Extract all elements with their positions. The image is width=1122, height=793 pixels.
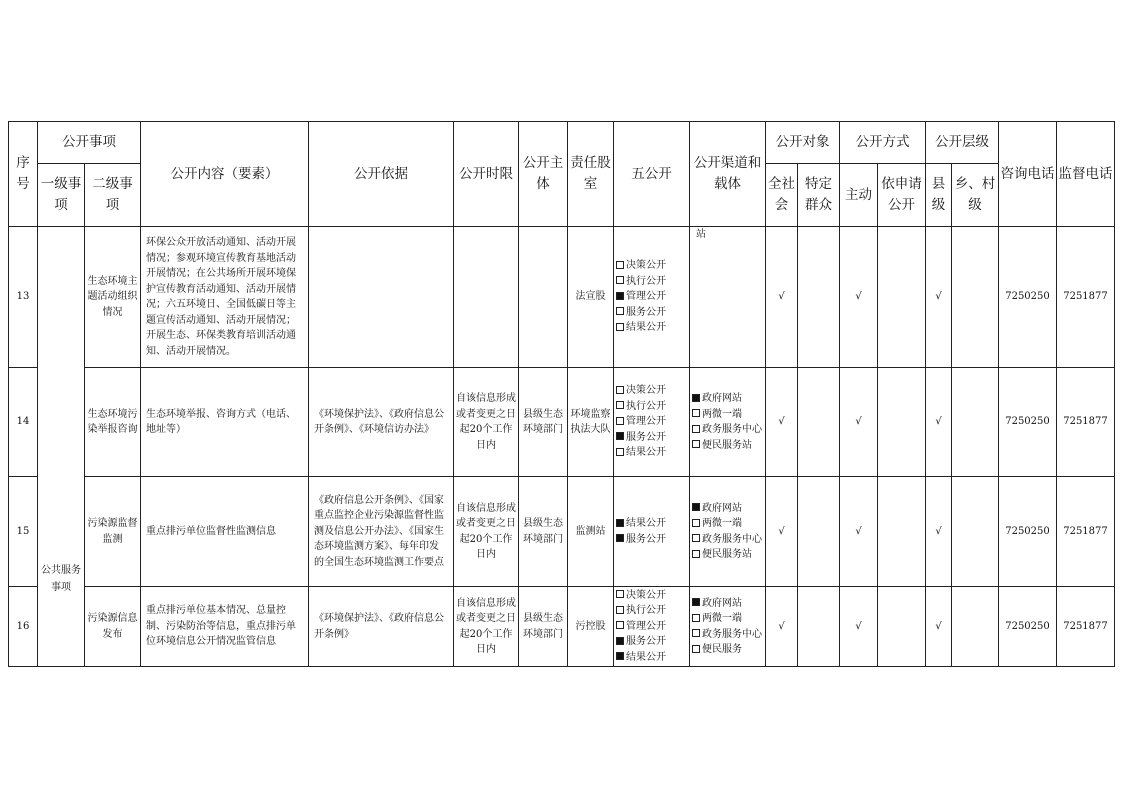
checked-box-icon xyxy=(616,292,624,300)
level2-cell: 污染源信息发布 xyxy=(85,587,141,667)
five-cell xyxy=(614,227,690,368)
checkbox-label: 两微一端 xyxy=(702,518,742,529)
checkbox-label: 政府网站 xyxy=(702,393,742,404)
time-limit-cell: 自该信息形成或者变更之日起20个工作日内 xyxy=(454,368,519,477)
checkbox-option xyxy=(692,547,763,563)
checkbox-label: 执行公开 xyxy=(626,275,666,287)
basis-cell xyxy=(309,227,454,368)
header-meth-active: 主动 xyxy=(840,164,878,227)
five-cell xyxy=(614,587,690,667)
checkbox-label: 两微一端 xyxy=(702,613,742,624)
checkbox-label: 政务服务中心 xyxy=(702,424,762,435)
basis-cell: 《环境保护法》、《政府信息公开条例》 xyxy=(309,587,454,667)
consult-phone-cell: 7250250 xyxy=(999,587,1057,667)
consult-phone-cell: 7250250 xyxy=(999,227,1057,368)
level2-cell: 生态环境主题活动组织情况 xyxy=(85,227,141,368)
level2-cell: 生态环境污染举报咨询 xyxy=(85,368,141,477)
basis-cell: 《政府信息公开条例》、《国家重点监控企业污染源监督性监测及信息公开办法》、《国家生态环境监测方案》、每年印发的全国生态环境监测工作要点 xyxy=(309,477,454,587)
checkbox-option xyxy=(616,383,687,399)
checkbox-label: 管理公开 xyxy=(626,416,666,428)
checkbox-option xyxy=(616,532,687,548)
unchecked-box-icon xyxy=(616,448,624,456)
unchecked-box-icon xyxy=(692,409,700,417)
seq-cell: 16 xyxy=(9,587,38,667)
meth-request-cell xyxy=(878,227,926,368)
checked-box-icon xyxy=(616,534,624,542)
checkbox-option xyxy=(692,438,763,454)
checked-box-icon xyxy=(616,432,624,440)
header-level1: 一级事项 xyxy=(38,164,85,227)
five-checklist xyxy=(616,516,687,547)
unchecked-box-icon xyxy=(616,386,624,394)
checkbox-label: 结果公开 xyxy=(626,322,666,334)
header-channel: 公开渠道和载体 xyxy=(690,122,766,227)
lvl-county-cell: √ xyxy=(926,368,952,477)
header-lvl-town: 乡、村级 xyxy=(952,164,999,227)
channel-checklist xyxy=(692,501,763,563)
header-supervise: 监督电话 xyxy=(1057,122,1115,227)
checkbox-option xyxy=(616,445,687,461)
header-seq: 序号 xyxy=(9,122,38,227)
checkbox-option xyxy=(616,305,687,321)
header-audience: 公开对象 xyxy=(766,122,840,164)
five-checklist xyxy=(616,258,687,336)
unchecked-box-icon xyxy=(616,276,624,284)
checkbox-label: 便民服务站 xyxy=(702,549,752,560)
time-limit-cell xyxy=(454,227,519,368)
unchecked-box-icon xyxy=(692,645,700,653)
table-row-13 xyxy=(9,227,1115,368)
meth-request-cell xyxy=(878,587,926,667)
header-meth-request: 依申请公开 xyxy=(878,164,926,227)
checked-box-icon xyxy=(692,394,700,402)
checkbox-option xyxy=(616,619,687,635)
lvl-county-cell: √ xyxy=(926,227,952,368)
basis-cell: 《环境保护法》、《政府信息公开条例》、《环境信访办法》 xyxy=(309,368,454,477)
header-consult: 咨询电话 xyxy=(999,122,1057,227)
checkbox-label: 服务公开 xyxy=(626,533,666,545)
checkbox-option xyxy=(692,422,763,438)
header-subject: 公开主体 xyxy=(519,122,568,227)
checkbox-option xyxy=(692,532,763,548)
header-basis: 公开依据 xyxy=(309,122,454,227)
checkbox-option xyxy=(692,501,763,517)
five-checklist xyxy=(616,383,687,461)
seq-cell: 14 xyxy=(9,368,38,477)
checkbox-option xyxy=(616,289,687,305)
header-level2: 二级事项 xyxy=(85,164,141,227)
unchecked-box-icon xyxy=(616,606,624,614)
content-cell: 生态环境举报、咨询方式（电话、地址等） xyxy=(141,368,309,477)
consult-phone-cell: 7250250 xyxy=(999,477,1057,587)
aud-specific-cell xyxy=(798,587,840,667)
checkbox-option xyxy=(692,642,763,658)
checkbox-label: 政务服务中心 xyxy=(702,628,762,640)
five-cell xyxy=(614,368,690,477)
unchecked-box-icon xyxy=(616,323,624,331)
subject-cell xyxy=(519,227,568,368)
checkbox-label: 结果公开 xyxy=(626,518,666,529)
checkbox-label: 执行公开 xyxy=(626,400,666,412)
lvl-town-cell xyxy=(952,477,999,587)
checkbox-option xyxy=(616,430,687,446)
supervise-phone-cell: 7251877 xyxy=(1057,368,1115,477)
aud-all-cell: √ xyxy=(766,587,798,667)
disclosure-table xyxy=(8,121,1115,667)
checkbox-option xyxy=(692,391,763,407)
header-content: 公开内容（要素） xyxy=(141,122,309,227)
checked-box-icon xyxy=(616,652,624,660)
unchecked-box-icon xyxy=(616,261,624,269)
header-aud-all: 全社会 xyxy=(766,164,798,227)
checkbox-option xyxy=(616,516,687,532)
checked-box-icon xyxy=(692,503,700,511)
checkbox-option xyxy=(692,516,763,532)
unchecked-box-icon xyxy=(616,401,624,409)
meth-active-cell: √ xyxy=(840,227,878,368)
aud-all-cell: √ xyxy=(766,368,798,477)
checkbox-option xyxy=(616,320,687,336)
seq-cell: 15 xyxy=(9,477,38,587)
checkbox-label: 决策公开 xyxy=(626,385,666,397)
dept-cell: 环境监察执法大队 xyxy=(568,368,614,477)
table-row-16 xyxy=(9,587,1115,667)
unchecked-box-icon xyxy=(692,534,700,542)
unchecked-box-icon xyxy=(692,425,700,433)
checkbox-label: 结果公开 xyxy=(626,447,666,459)
lvl-town-cell xyxy=(952,587,999,667)
lvl-county-cell: √ xyxy=(926,587,952,667)
aud-specific-cell xyxy=(798,368,840,477)
channel-cell xyxy=(690,227,766,368)
checkbox-option xyxy=(616,650,687,666)
consult-phone-cell: 7250250 xyxy=(999,368,1057,477)
checkbox-label: 政府网站 xyxy=(702,597,742,609)
unchecked-box-icon xyxy=(692,614,700,622)
meth-active-cell: √ xyxy=(840,477,878,587)
channel-cell xyxy=(690,477,766,587)
header-level: 公开层级 xyxy=(926,122,999,164)
meth-active-cell: √ xyxy=(840,587,878,667)
checkbox-label: 服务公开 xyxy=(626,431,666,443)
checkbox-label: 便民服务 xyxy=(702,644,742,655)
unchecked-box-icon xyxy=(616,590,624,598)
unchecked-box-icon xyxy=(692,550,700,558)
time-limit-cell: 自该信息形成或者变更之日起20个工作日内 xyxy=(454,477,519,587)
seq-cell: 13 xyxy=(9,227,38,368)
table-row-15 xyxy=(9,477,1115,587)
checkbox-option xyxy=(692,407,763,423)
checkbox-label: 服务公开 xyxy=(626,636,666,648)
checkbox-label: 两微一端 xyxy=(702,408,742,420)
lvl-town-cell xyxy=(952,368,999,477)
checkbox-label: 决策公开 xyxy=(626,260,666,272)
checkbox-option xyxy=(692,611,763,627)
header-time-limit: 公开时限 xyxy=(454,122,519,227)
level1-cell: 公共服务事项 xyxy=(38,227,85,667)
subject-cell: 县级生态环境部门 xyxy=(519,477,568,587)
header-aud-specific: 特定群众 xyxy=(798,164,840,227)
supervise-phone-cell: 7251877 xyxy=(1057,587,1115,667)
dept-cell: 监测站 xyxy=(568,477,614,587)
supervise-phone-cell: 7251877 xyxy=(1057,227,1115,368)
table-row-14 xyxy=(9,368,1115,477)
aud-all-cell: √ xyxy=(766,227,798,368)
checkbox-label: 服务公开 xyxy=(626,306,666,318)
header-category: 公开事项 xyxy=(38,122,141,164)
checkbox-option xyxy=(616,258,687,274)
checkbox-label: 管理公开 xyxy=(626,620,666,632)
checkbox-option xyxy=(616,274,687,290)
channel-cell xyxy=(690,368,766,477)
checkbox-option xyxy=(616,634,687,650)
checkbox-option xyxy=(616,603,687,619)
content-cell: 重点排污单位监督性监测信息 xyxy=(141,477,309,587)
dept-cell: 法宣股 xyxy=(568,227,614,368)
meth-request-cell xyxy=(878,368,926,477)
lvl-county-cell: √ xyxy=(926,477,952,587)
content-cell: 环保公众开放活动通知、活动开展情况；参观环境宣传教育基地活动开展情况；在公共场所开展环境保护宣传教育活动通知、活动开展情况；六五环境日、全国低碳日等主题宣传活动通知、活动开展情况；开展生态、环保类教育培训活动通知、活动开展情况。 xyxy=(141,227,309,368)
meth-active-cell: √ xyxy=(840,368,878,477)
header-method: 公开方式 xyxy=(840,122,926,164)
checkbox-label: 结果公开 xyxy=(626,651,666,663)
checked-box-icon xyxy=(692,598,700,606)
supervise-phone-cell: 7251877 xyxy=(1057,477,1115,587)
channel-checklist xyxy=(692,391,763,453)
aud-all-cell: √ xyxy=(766,477,798,587)
subject-cell: 县级生态环境部门 xyxy=(519,368,568,477)
five-checklist xyxy=(616,588,687,666)
checkbox-label: 政务服务中心 xyxy=(702,533,762,545)
header-five: 五公开 xyxy=(614,122,690,227)
time-limit-cell: 自该信息形成或者变更之日起20个工作日内 xyxy=(454,587,519,667)
dept-cell: 污控股 xyxy=(568,587,614,667)
unchecked-box-icon xyxy=(692,629,700,637)
level2-cell: 污染源监督监测 xyxy=(85,477,141,587)
checkbox-label: 执行公开 xyxy=(626,605,666,617)
content-cell: 重点排污单位基本情况、总量控制、污染防治等信息，重点排污单位环境信息公开情况监管信息 xyxy=(141,587,309,667)
checkbox-option xyxy=(692,596,763,612)
checkbox-label: 便民服务站 xyxy=(702,439,752,451)
aud-specific-cell xyxy=(798,477,840,587)
channel-checklist xyxy=(692,596,763,658)
checkbox-label: 政府网站 xyxy=(702,502,742,514)
checked-box-icon xyxy=(616,637,624,645)
subject-cell: 县级生态环境部门 xyxy=(519,587,568,667)
checked-box-icon xyxy=(616,519,624,527)
channel-cell xyxy=(690,587,766,667)
unchecked-box-icon xyxy=(616,307,624,315)
checkbox-option xyxy=(616,399,687,415)
five-cell xyxy=(614,477,690,587)
header-dept: 责任股室 xyxy=(568,122,614,227)
unchecked-box-icon xyxy=(616,621,624,629)
unchecked-box-icon xyxy=(692,519,700,527)
checkbox-option xyxy=(616,588,687,604)
aud-specific-cell xyxy=(798,227,840,368)
channel-text: 站 xyxy=(696,229,706,240)
unchecked-box-icon xyxy=(616,417,624,425)
checkbox-label: 管理公开 xyxy=(626,291,666,303)
header-lvl-county: 县级 xyxy=(926,164,952,227)
meth-request-cell xyxy=(878,477,926,587)
checkbox-label: 决策公开 xyxy=(626,589,666,601)
unchecked-box-icon xyxy=(692,440,700,448)
checkbox-option xyxy=(616,414,687,430)
checkbox-option xyxy=(692,627,763,643)
lvl-town-cell xyxy=(952,227,999,368)
